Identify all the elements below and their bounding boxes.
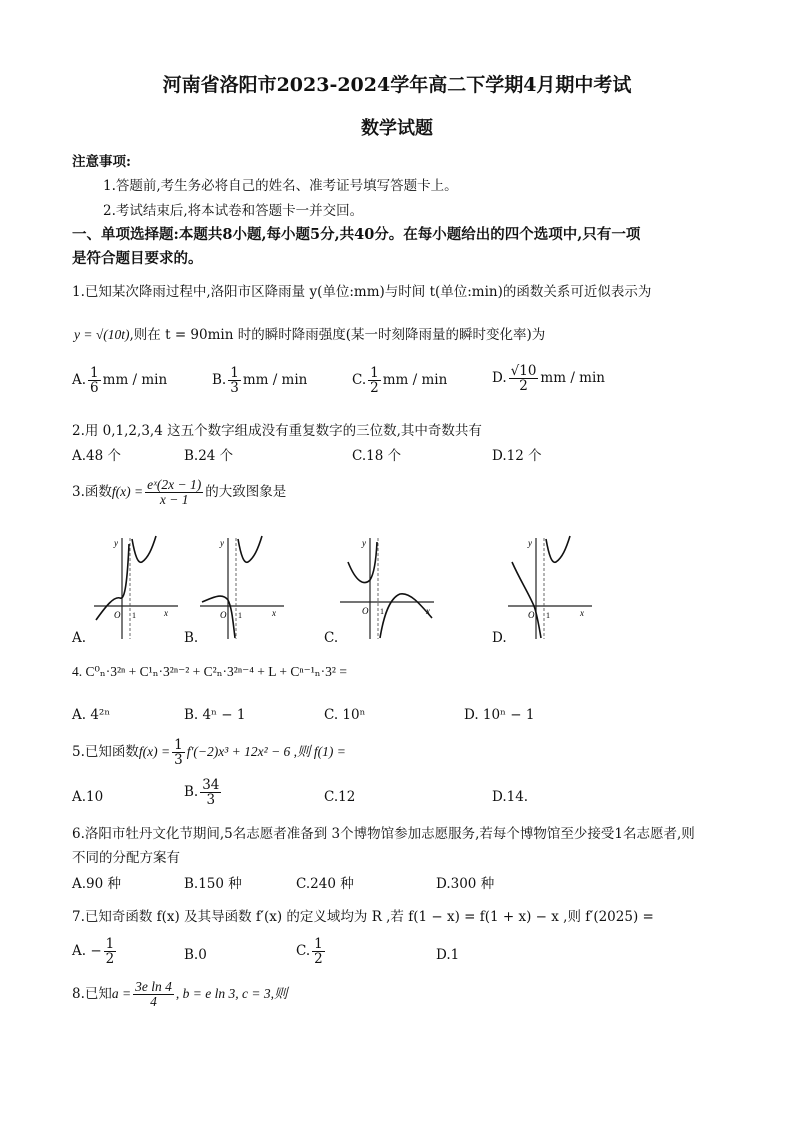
q6-option-b[interactable]: B.150 种 — [184, 876, 242, 892]
q1-option-c[interactable]: C. $\frac{1}{2}$ mm / min — [352, 365, 448, 397]
svg-text:1: 1 — [132, 611, 136, 620]
q5-option-c[interactable]: C.12 — [324, 789, 356, 805]
q3-graph-b — [198, 534, 288, 644]
q1-option-b[interactable]: B. $\frac{1}{3}$ mm / min — [212, 365, 308, 397]
q7-option-d[interactable]: D.1 — [436, 947, 460, 963]
svg-text:y: y — [362, 538, 366, 548]
q7-option-a[interactable]: A. − $\frac{1}{2}$ — [72, 936, 115, 968]
svg-text:O: O — [362, 606, 369, 616]
q3-option-a[interactable]: A. — [72, 630, 87, 646]
svg-text:y: y — [114, 538, 118, 548]
svg-text:y: y — [528, 538, 532, 548]
q6-option-a[interactable]: A.90 种 — [72, 876, 122, 892]
q4-option-c[interactable]: C. 10ⁿ — [324, 707, 366, 723]
q5-option-b[interactable]: B. $\frac{34}{3}$ — [184, 777, 220, 809]
page-subtitle: 数学试题 — [361, 118, 433, 139]
q2-option-b[interactable]: B.24 个 — [184, 448, 234, 464]
q2-option-c[interactable]: C.18 个 — [352, 448, 402, 464]
q4-option-d[interactable]: D. 10ⁿ − 1 — [464, 707, 535, 723]
svg-text:1: 1 — [546, 611, 550, 620]
q4-stem: 4. C⁰ₙ·3²ⁿ + C¹ₙ·3²ⁿ⁻² + C²ₙ·3²ⁿ⁻⁴ + L + Cⁿ⁻¹ₙ·3² = — [72, 664, 347, 679]
q2-stem: 2.用 0,1,2,3,4 这五个数字组成没有重复数字的三位数,其中奇数共有 — [72, 423, 482, 439]
page-title: 河南省洛阳市2023-2024学年高二下学期4月期中考试 — [162, 74, 632, 96]
q7-option-c[interactable]: C. $\frac{1}{2}$ — [296, 936, 323, 968]
q5-option-a[interactable]: A.10 — [72, 789, 104, 805]
notes-heading: 注意事项: — [72, 154, 131, 170]
svg-text:1: 1 — [380, 607, 384, 616]
q1-option-a[interactable]: A. $\frac{1}{6}$ mm / min — [72, 365, 168, 397]
q4-option-b[interactable]: B. 4ⁿ − 1 — [184, 707, 246, 723]
q2-option-d[interactable]: D.12 个 — [492, 448, 542, 464]
q1-stem-line1: 1.已知某次降雨过程中,洛阳市区降雨量 y(单位:mm)与时间 t(单位:min)的函数关系可近似表示为 — [72, 284, 652, 300]
q1-stem-line2 — [74, 323, 545, 343]
q1-option-d[interactable]: D. $\frac{√10}{2}$ mm / min — [492, 363, 605, 395]
q3-graph-c — [338, 534, 438, 644]
q6-option-c[interactable]: C.240 种 — [296, 876, 354, 892]
svg-text:x: x — [272, 608, 276, 618]
svg-text:O: O — [114, 610, 121, 620]
q1-stem-rest: ,则在 t = 90min 时的瞬时降雨强度(某一时刻降雨量的瞬时变化率)为 — [129, 327, 546, 343]
q6-option-d[interactable]: D.300 种 — [436, 876, 495, 892]
svg-text:y: y — [220, 538, 224, 548]
q3-option-d[interactable]: D. — [492, 630, 507, 646]
q3-graph-a — [92, 534, 182, 644]
q6-stem-line1: 6.洛阳市牡丹文化节期间,5名志愿者准备到 3个博物馆参加志愿服务,若每个博物馆至少接受1名志愿者,则 — [72, 826, 695, 842]
svg-text:x: x — [580, 608, 584, 618]
svg-text:x: x — [164, 608, 168, 618]
q3-stem: 3.函数f(x) = $\frac{\text{eˣ(2x − 1)}}{x - 1}$ 的大致图象是 — [72, 477, 287, 508]
section-heading-line2: 是符合题目要求的。 — [72, 250, 203, 267]
q5-option-d[interactable]: D.14. — [492, 789, 529, 805]
q3-option-c[interactable]: C. — [324, 630, 339, 646]
q3-graph-d — [506, 534, 596, 644]
q7-option-b[interactable]: B.0 — [184, 947, 207, 963]
q8-stem: 8.已知a = $\frac{\text{3e ln 4}}{4}$ , b = e ln 3, c = 3,则 — [72, 979, 288, 1010]
section-heading-line1: 一、单项选择题:本题共8小题,每小题5分,共40分。在每小题给出的四个选项中,只有一项 — [72, 226, 641, 243]
notes-item-2: 2.考试结束后,将本试卷和答题卡一并交回。 — [103, 203, 364, 219]
q5-stem: 5.已知函数f(x) = $\frac{1}{3}$ f′(−2)x³ + 12x² − 6 ,则 f(1) = — [72, 737, 346, 769]
svg-text:O: O — [528, 610, 535, 620]
q2-option-a[interactable]: A.48 个 — [72, 448, 122, 464]
svg-text:x: x — [426, 606, 430, 616]
q3-option-b[interactable]: B. — [184, 630, 199, 646]
q6-stem-line2: 不同的分配方案有 — [72, 850, 180, 866]
svg-text:O: O — [220, 610, 227, 620]
svg-text:1: 1 — [238, 611, 242, 620]
q7-stem: 7.已知奇函数 f(x) 及其导函数 f′(x) 的定义域均为 R ,若 f(1 − x) = f(1 + x) − x ,则 f′(2025) = — [72, 909, 654, 925]
q4-option-a[interactable]: A. 4²ⁿ — [72, 707, 111, 723]
notes-item-1: 1.答题前,考生务必将自己的姓名、准考证号填写答题卡上。 — [103, 178, 458, 194]
q1-formula: y = √(10t) — [74, 327, 130, 342]
